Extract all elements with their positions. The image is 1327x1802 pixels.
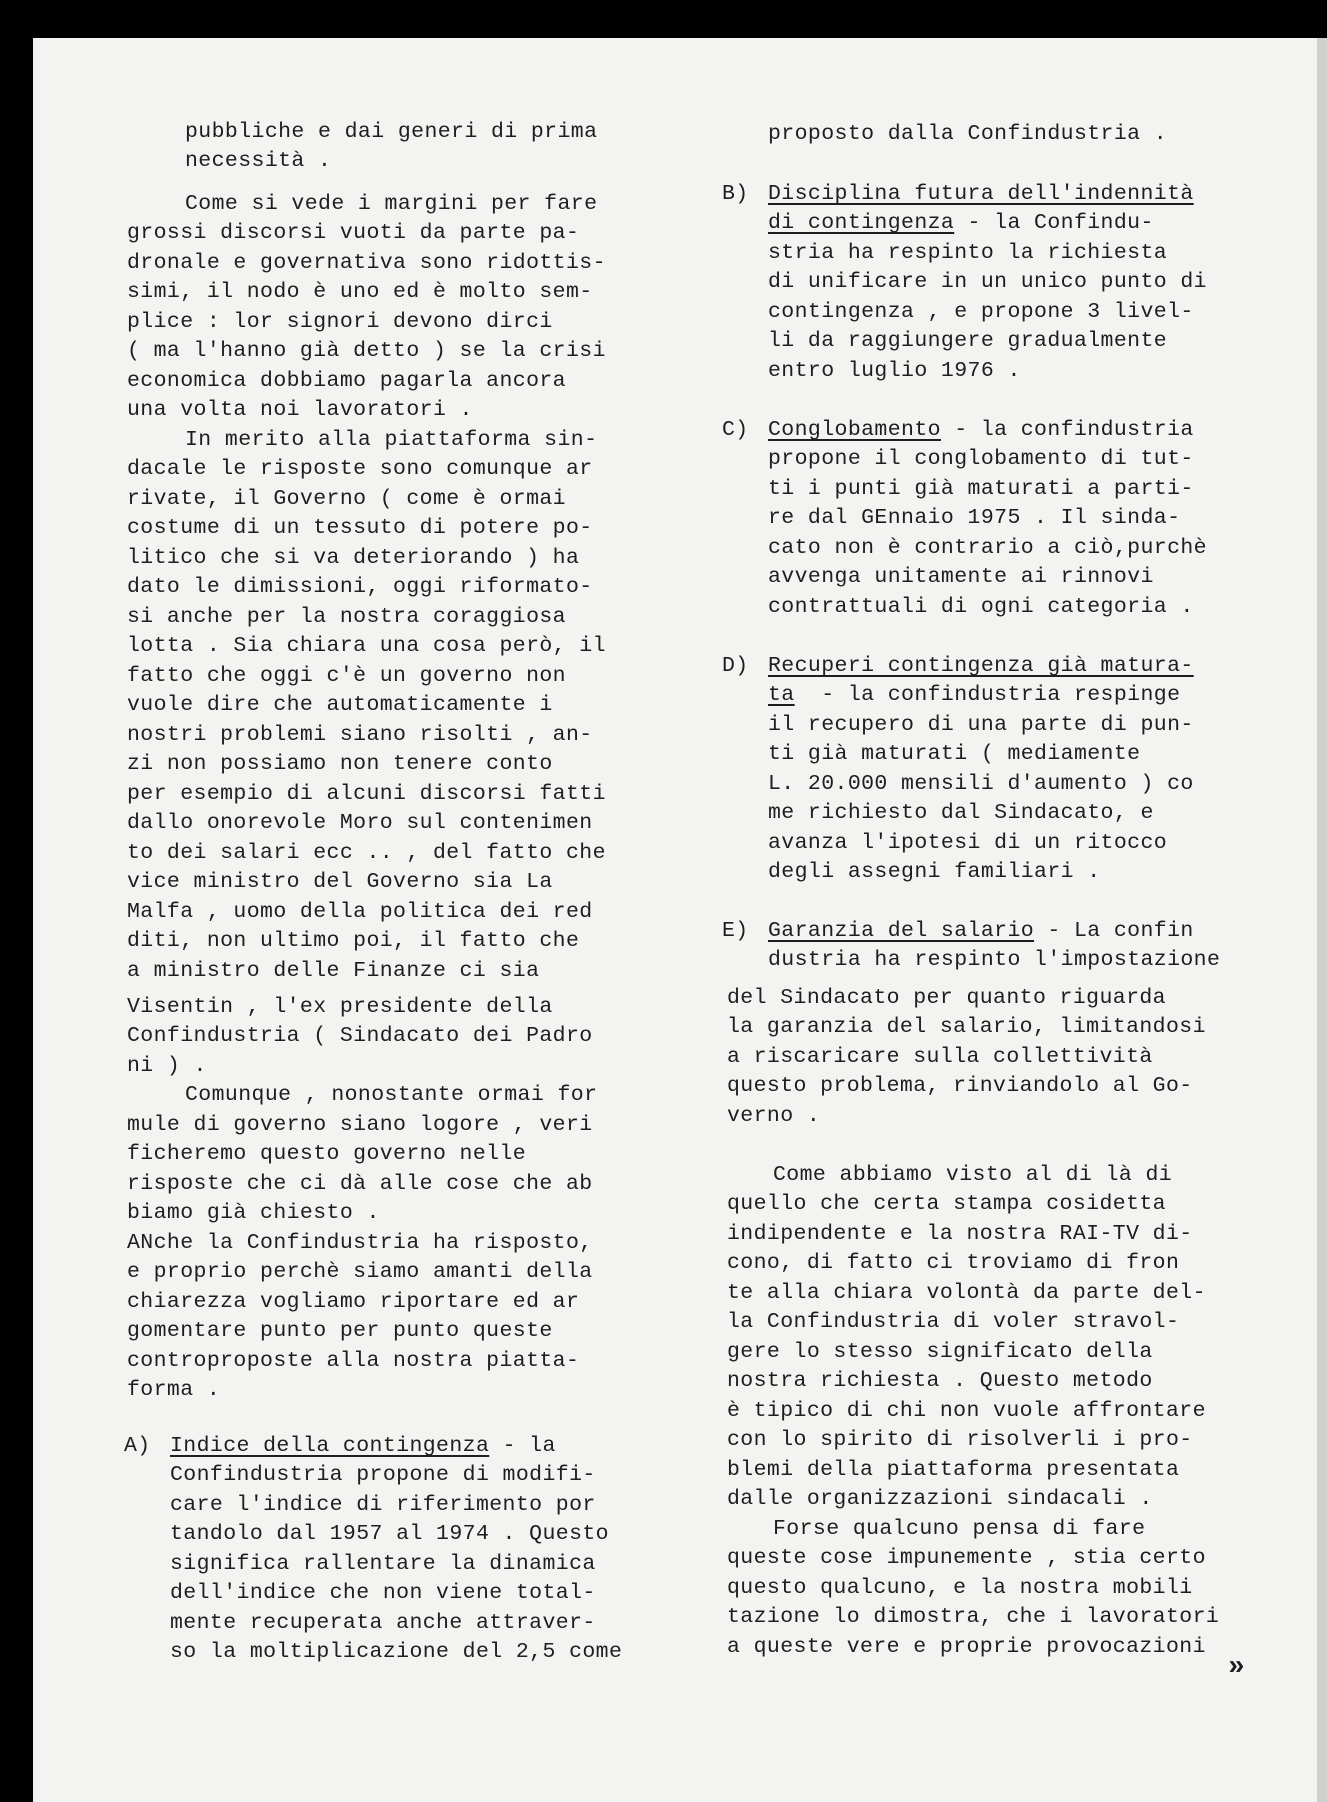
item-label: C) [722,418,749,442]
text-line: quello che certa stampa cosidetta [727,1192,1166,1216]
item-heading [768,213,1154,235]
text-line: ni ) . [127,1054,207,1078]
text-line: grossi discorsi vuoti da parte pa- [127,221,580,245]
text-line: una volta noi lavoratori . [127,398,473,422]
text-line: questo qualcuno, e la nostra mobili [727,1576,1193,1600]
text-line: Come abbiamo visto al di là di [773,1163,1173,1187]
text-line: risposte che ci dà alle cose che ab [127,1172,593,1196]
text-line: cono, di fatto ci troviamo di fron [727,1251,1180,1275]
text-line: blemi della piattaforma presentata [727,1458,1180,1482]
item-title-rest: - La confin [1034,919,1194,943]
text-line: dalle organizzazioni sindacali . [727,1487,1153,1511]
text-line: il recupero di una parte di pun- [768,713,1194,737]
text-line: stria ha respinto la richiesta [768,241,1168,265]
item-title: Disciplina futura dell'indennità [768,182,1194,206]
item-heading [170,1436,556,1458]
text-line: diti, non ultimo poi, il fatto che [127,929,580,953]
text-line: vuole dire che automaticamente i [127,693,553,717]
text-line: avvenga unitamente ai rinnovi [768,565,1154,589]
text-line: verno . [727,1104,821,1128]
text-line: questo problema, rinviandolo al Go- [727,1074,1193,1098]
text-line: L. 20.000 mensili d'aumento ) co [768,772,1194,796]
item-heading [768,921,1194,943]
text-line: del Sindacato per quanto riguarda [727,986,1166,1010]
text-line: vice ministro del Governo sia La [127,870,553,894]
text-line: ficheremo questo governo nelle [127,1142,527,1166]
text-line: la garanzia del salario, limitandosi [727,1015,1206,1039]
text-line: mente recuperata anche attraver- [170,1611,596,1635]
text-line: dustria ha respinto l'impostazione [768,948,1221,972]
text-line: dell'indice che non viene total- [170,1581,596,1605]
text-line: la Confindustria di voler stravol- [727,1310,1180,1334]
text-line: e proprio perchè siamo amanti della [127,1260,593,1284]
text-line: dacale le risposte sono comunque ar [127,457,593,481]
text-line: In merito alla piattaforma sin- [185,428,598,452]
item-heading [768,420,1194,442]
text-line: significa rallentare la dinamica [170,1552,596,1576]
text-line: tazione lo dimostra, che i lavoratori [727,1605,1220,1629]
text-line: a riscaricare sulla collettività [727,1045,1153,1069]
text-line: zi non possiamo non tenere conto [127,752,553,776]
item-label: A) [124,1434,151,1458]
text-line: biamo già chiesto . [127,1201,380,1225]
text-line: contingenza , e propone 3 livel- [768,300,1194,324]
text-line: Comunque , nonostante ormai for [185,1083,598,1107]
text-line: pubbliche e dai generi di prima [185,120,598,144]
text-line: gomentare punto per punto queste [127,1319,553,1343]
text-line: Forse qualcuno pensa di fare [773,1517,1146,1541]
text-line: ti i punti già maturati a parti- [768,477,1194,501]
text-line: li da raggiungere gradualmente [768,329,1168,353]
text-line: entro luglio 1976 . [768,359,1021,383]
text-line: queste cose impunemente , stia certo [727,1546,1206,1570]
text-line: necessità . [185,149,332,173]
text-line: per esempio di alcuni discorsi fatti [127,782,606,806]
text-line: cato non è contrario a ciò,purchè [768,536,1207,560]
text-line: di unificare in un unico punto di [768,270,1207,294]
text-line: degli assegni familiari . [768,860,1101,884]
text-line: economica dobbiamo pagarla ancora [127,369,566,393]
page-edge [1317,38,1327,1802]
text-line: care l'indice di riferimento por [170,1493,596,1517]
continue-arrow-icon: » [1228,1652,1245,1683]
item-title: ta [768,683,795,707]
text-line: fatto che oggi c'è un governo non [127,664,566,688]
text-line: costume di un tessuto di potere po- [127,516,593,540]
text-line: contrattuali di ogni categoria . [768,595,1194,619]
text-line: dato le dimissioni, oggi riformato- [127,575,593,599]
text-line: indipendente e la nostra RAI-TV di- [727,1222,1193,1246]
text-line: litico che si va deteriorando ) ha [127,546,580,570]
item-title-rest: - la Confindu- [954,211,1154,235]
item-label: B) [722,182,749,206]
item-title-rest: - la [489,1434,556,1458]
text-line: plice : lor signori devono dirci [127,310,553,334]
text-line: lotta . Sia chiara una cosa però, il [127,634,606,658]
text-line: ( ma l'hanno già detto ) se la crisi [127,339,606,363]
text-line: Confindustria ( Sindacato dei Padro [127,1024,593,1048]
item-title-rest: - la confindustria [940,418,1194,442]
text-line: Visentin , l'ex presidente della [127,995,553,1019]
item-title: Conglobamento [768,418,941,442]
item-title: Recuperi contingenza già matura- [768,654,1194,678]
text-line: dallo onorevole Moro sul contenimen [127,811,593,835]
text-line: mule di governo siano logore , veri [127,1113,593,1137]
text-line: nostri problemi siano risolti , an- [127,723,593,747]
text-line: chiarezza vogliamo riportare ed ar [127,1290,580,1314]
item-label: D) [722,654,749,678]
text-line: a ministro delle Finanze ci sia [127,959,540,983]
text-line: ANche la Confindustria ha risposto, [127,1231,593,1255]
text-line: a queste vere e proprie provocazioni [727,1635,1206,1659]
text-line: te alla chiara volontà da parte del- [727,1281,1206,1305]
text-line: me richiesto dal Sindacato, e [768,801,1154,825]
text-line: to dei salari ecc .. , del fatto che [127,841,606,865]
item-label: E) [722,919,749,943]
text-line: Come si vede i margini per fare [185,192,598,216]
text-line: dronale e governativa sono ridottis- [127,251,606,275]
text-line: Malfa , uomo della politica dei red [127,900,593,924]
text-line: tandolo dal 1957 al 1974 . Questo [170,1522,609,1546]
text-line: forma . [127,1378,221,1402]
text-line: Confindustria propone di modifi- [170,1463,596,1487]
item-title: di contingenza [768,211,955,235]
text-line: ti già maturati ( mediamente [768,742,1141,766]
text-line: nostra richiesta . Questo metodo [727,1369,1153,1393]
text-line: è tipico di chi non vuole affrontare [727,1399,1206,1423]
text-line: re dal GEnnaio 1975 . Il sinda- [768,506,1181,530]
item-title: Indice della contingenza [170,1434,490,1458]
text-line: avanza l'ipotesi di un ritocco [768,831,1168,855]
text-line: controproposte alla nostra piatta- [127,1349,580,1373]
text-line: con lo spirito di risolverli i pro- [727,1428,1193,1452]
text-line: propone il conglobamento di tut- [768,447,1194,471]
text-line: proposto dalla Confindustria . [768,122,1168,146]
text-line: si anche per la nostra coraggiosa [127,605,566,629]
text-line: rivate, il Governo ( come è ormai [127,487,566,511]
item-heading [768,685,1180,707]
text-line: so la moltiplicazione del 2,5 come [170,1640,623,1664]
item-title-rest: - la confindustria respinge [794,683,1181,707]
text-line: simi, il nodo è uno ed è molto sem- [127,280,593,304]
item-title: Garanzia del salario [768,919,1035,943]
text-line: gere lo stesso significato della [727,1340,1153,1364]
